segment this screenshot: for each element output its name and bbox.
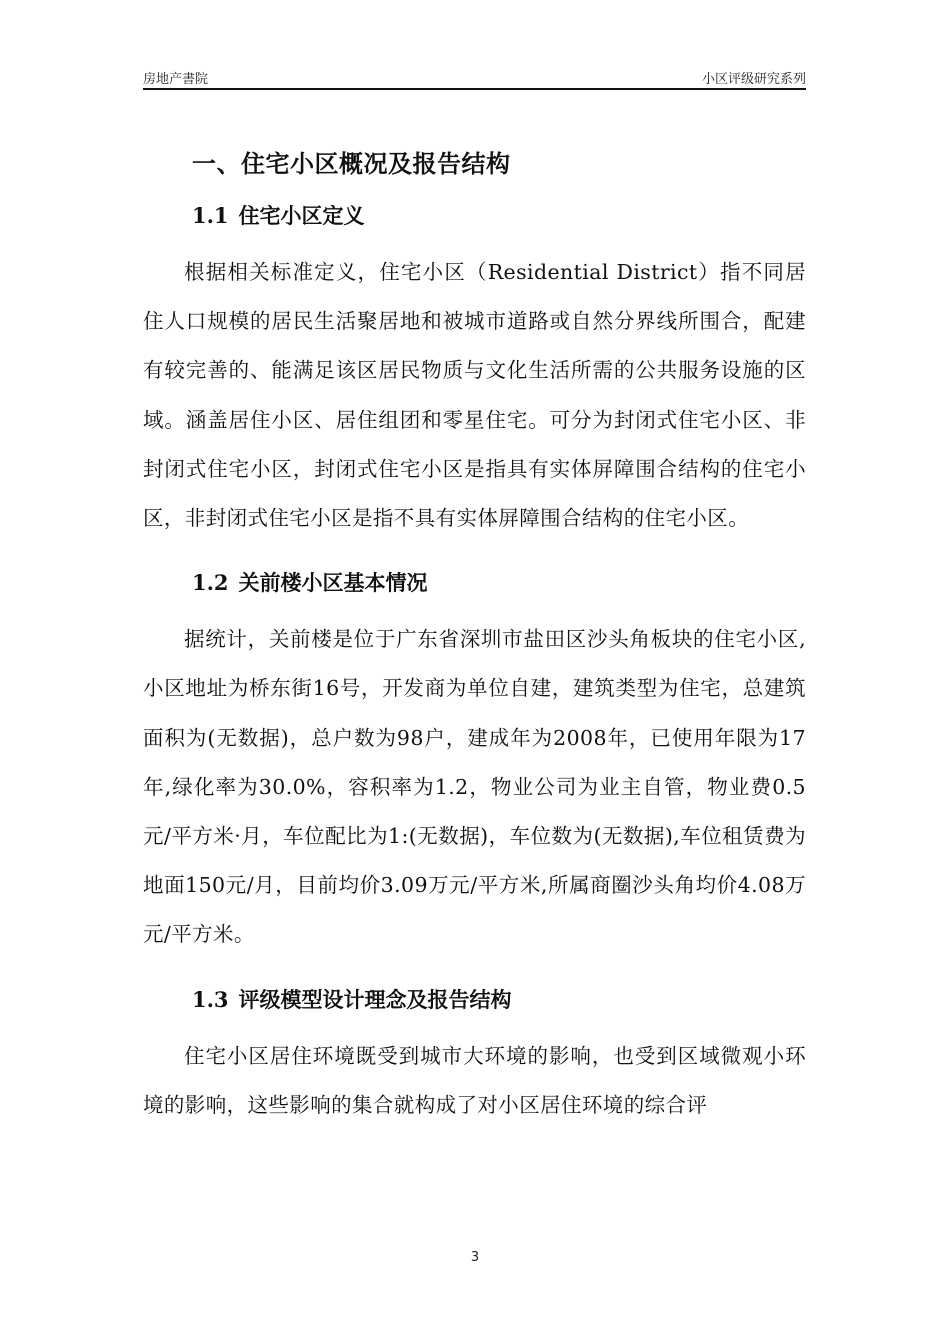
header-series: 小区评级研究系列 xyxy=(701,72,806,87)
section-heading-1-1 xyxy=(143,198,806,234)
section-paragraph-1-2: 据统计，关前楼是位于广东省深圳市盐田区沙头角板块的住宅小区,小区地址为桥东街16号，开发商为单位自建，建筑类型为住宅，总建筑面积为(无数据)，总户数为98户，建成年为2008年，已使用年限为17年,绿化率为30.0%，容积率为1.2，物业公司为业主自管，物业费0.5元/平方米·月，车位配比为1:(无数据)，车位数为(无数据),车位租赁费为地面150元/月，目前均价3.09万元/平方米,所属商圈沙头角均价4.08万元/平方米。 xyxy=(143,627,806,947)
section-number: 1.3 xyxy=(192,986,229,1012)
page-header xyxy=(143,66,806,88)
section-title: 住宅小区定义 xyxy=(238,204,365,228)
header-divider xyxy=(143,88,806,90)
page-number: 3 xyxy=(470,1250,480,1265)
section-paragraph-1-3: 住宅小区居住环境既受到城市大环境的影响，也受到区域微观小环境的影响，这些影响的集合就构成了对小区居住环境的综合评 xyxy=(143,1043,806,1117)
document-body xyxy=(143,140,806,1130)
section-number: 1.1 xyxy=(192,203,229,228)
section-title: 关前楼小区基本情况 xyxy=(238,571,428,596)
section-paragraph-1-1: 根据相关标准定义，住宅小区（Residential District）指不同居住人口规模的居民生活聚居地和被城市道路或自然分界线所围合，配建有较完善的、能满足该区居民物质与文化生活所需的公共服务设施的区域。涵盖居住小区、居住组团和零星住宅。可分为封闭式住宅小区、非封闭式住宅小区，封闭式住宅小区是指具有实体屏障围合结构的住宅小区，非封闭式住宅小区是指不具有实体屏障围合结构的住宅小区。 xyxy=(143,260,806,531)
section-heading-1-3 xyxy=(143,982,806,1018)
chapter-title: 一、住宅小区概况及报告结构 xyxy=(192,150,511,178)
header-publisher: 房地产書院 xyxy=(143,72,209,87)
section-heading-1-2 xyxy=(143,565,806,601)
section-title: 评级模型设计理念及报告结构 xyxy=(238,987,512,1012)
section-number: 1.2 xyxy=(192,570,229,596)
